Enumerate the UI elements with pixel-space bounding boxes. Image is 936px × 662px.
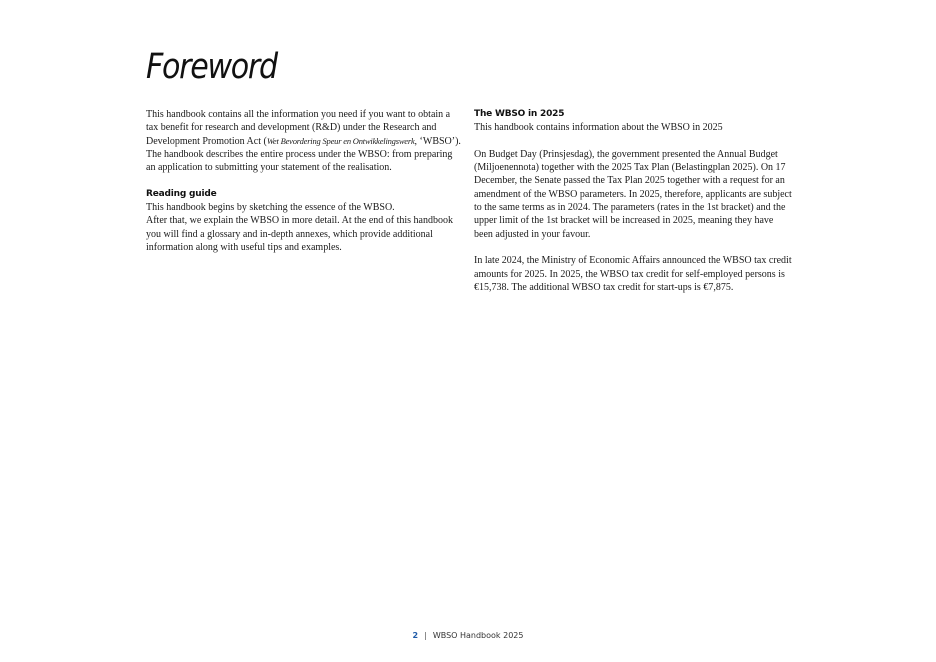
intro-paragraph (146, 108, 464, 174)
page-title: Foreword (146, 47, 277, 87)
tax-credit-paragraph: In late 2024, the Ministry of Economic Affairs announced the WBSO tax credit amounts for 2025. In 2025, the WBSO tax credit for self-employed persons is €15,738. The additional WBSO tax credit for start-ups is €7,875. (474, 255, 792, 293)
reading-guide-section (146, 188, 464, 254)
left-column (146, 108, 464, 254)
page-number: 2 (412, 631, 419, 640)
intro-text-part2: , ‘WBSO’). The handbook describes the entire process under the WBSO: from preparing an application to submitting your statement of the realisation. (146, 135, 461, 174)
wbso-2025-subtitle: This handbook contains information about the WBSO in 2025 (474, 122, 723, 134)
intro-text-part1: This handbook contains all the information you need if you want to obtain a tax benefit for research and development (R&D) under the Research and Development Promotion Act ( (146, 109, 451, 147)
act-dutch-name: Wet Bevordering Speur en Ontwikkelingswerk (266, 135, 415, 146)
budget-day-paragraph: On Budget Day (Prinsjesdag), the government presented the Annual Budget (Miljoenennota) together with the 2025 Tax Plan (Belastingplan 2025). On 17 December, the Senate passed the Tax Plan 2025 together with a request for an amendment of the WBSO parameters. In 2025, therefore, applicants are subject to the same terms as in 2024. The parameters (rates in the 1st bracket) and the upper limit of the 1st bracket will be increased in 2025, meaning they have been adjusted in your favour. (474, 148, 792, 240)
reading-guide-line1: This handbook begins by sketching the essence of the WBSO. (146, 202, 395, 214)
right-column (474, 108, 792, 307)
wbso-2025-heading: The WBSO in 2025 (474, 109, 565, 119)
reading-guide-heading: Reading guide (146, 188, 217, 199)
footer-document-title: WBSO Handbook 2025 (432, 631, 524, 640)
page-footer (0, 631, 936, 641)
reading-guide-line2: After that, we explain the WBSO in more detail. At the end of this handbook you will find a glossary and in-depth annexes, which provide additional information along with useful tips and examples. (146, 215, 453, 253)
footer-separator: | (424, 631, 427, 640)
wbso-2025-intro (474, 108, 792, 135)
